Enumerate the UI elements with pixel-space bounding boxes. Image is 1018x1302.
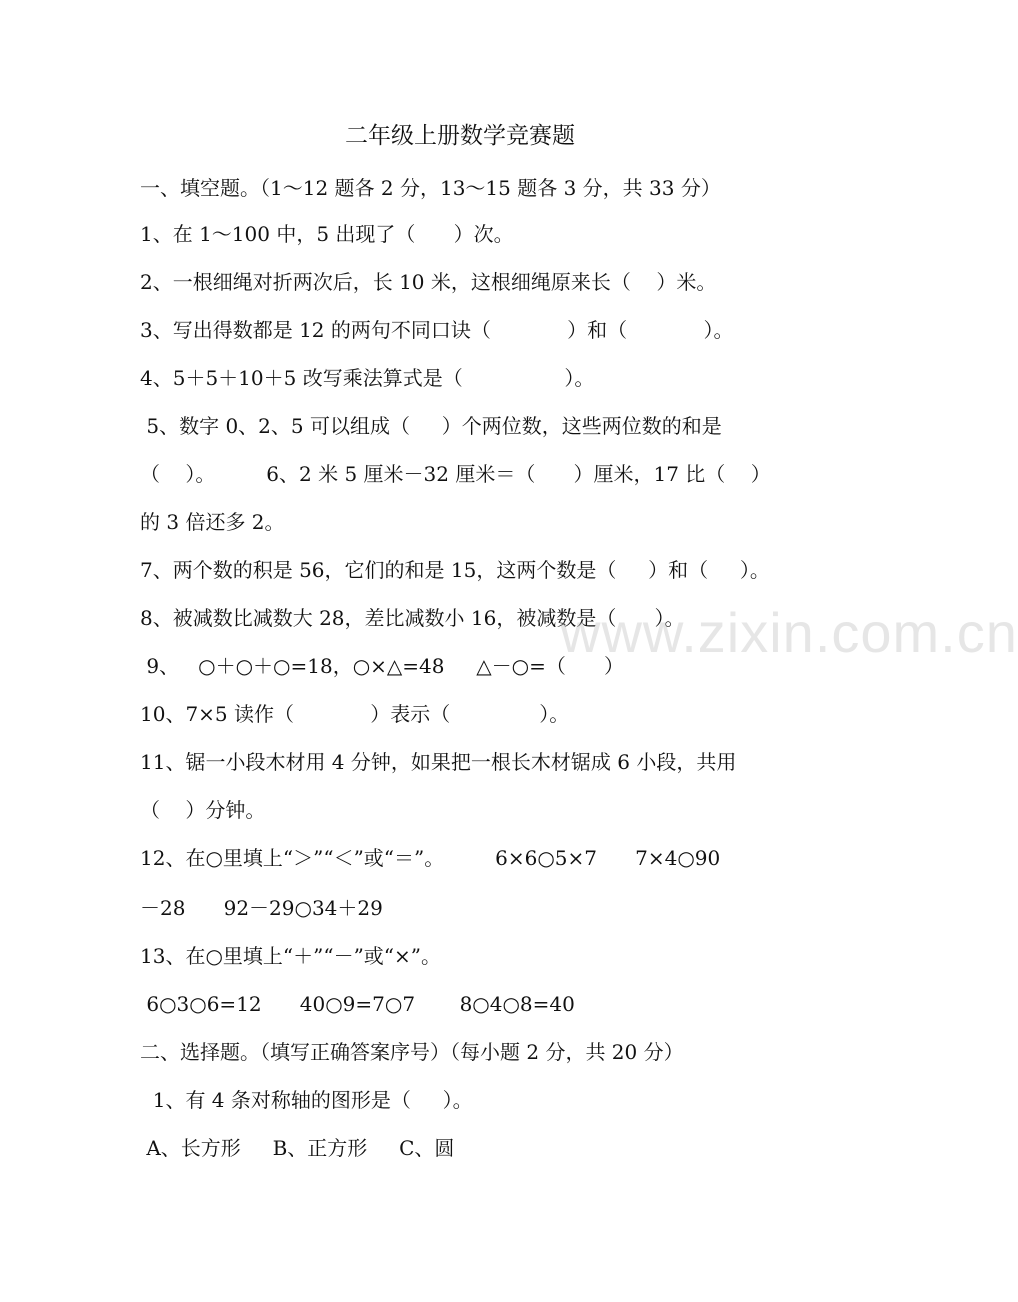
question-6-continued: 的 3 倍还多 2。 <box>140 510 285 534</box>
question-12: 12、在○里填上“＞”“＜”或“＝”。 6×6○5×7 7×4○90 <box>140 846 721 870</box>
question-12-continued: －28 92－29○34＋29 <box>140 896 383 920</box>
question-13: 13、在○里填上“＋”“－”或“×”。 <box>140 944 442 968</box>
section-one-header: 一、填空题。（1～12 题各 2 分，13～15 题各 3 分，共 33 分） <box>140 176 721 200</box>
question-5-6-line: （ ）。 6、2 米 5 厘米－32 厘米＝（ ）厘米，17 比（ ） <box>140 462 771 486</box>
question-3: 3、写出得数都是 12 的两句不同口诀（ ）和（ ）。 <box>140 318 734 342</box>
question-11-continued: （ ）分钟。 <box>140 798 266 822</box>
question-7: 7、两个数的积是 56，它们的和是 15，这两个数是（ ）和（ ）。 <box>140 558 770 582</box>
watermark: www.zixin.com.cn <box>560 601 1018 664</box>
question-1: 1、在 1～100 中，5 出现了（ ）次。 <box>140 222 514 246</box>
question-2: 2、一根细绳对折两次后，长 10 米，这根细绳原来长（ ）米。 <box>140 270 717 294</box>
choice-question-1-options: A、长方形 B、正方形 C、圆 <box>140 1136 455 1160</box>
question-10: 10、7×5 读作（ ）表示（ ）。 <box>140 702 570 726</box>
section-two-header: 二、选择题。（填写正确答案序号）（每小题 2 分，共 20 分） <box>140 1040 684 1064</box>
choice-question-1: 1、有 4 条对称轴的图形是（ ）。 <box>140 1088 473 1112</box>
question-8: 8、被减数比减数大 28，差比减数小 16，被减数是（ ）。 <box>140 606 685 630</box>
question-11: 11、锯一小段木材用 4 分钟，如果把一根长木材锯成 6 小段，共用 <box>140 750 737 774</box>
question-5: 5、数字 0、2、5 可以组成（ ）个两位数，这些两位数的和是 <box>140 414 722 438</box>
page-title: 二年级上册数学竞赛题 <box>345 123 575 149</box>
question-9: 9、 ○＋○＋○=18，○×△=48 △－○=（ ） <box>140 654 625 678</box>
question-4: 4、5＋5＋10＋5 改写乘法算式是（ ）。 <box>140 366 595 390</box>
question-13-continued: 6○3○6=12 40○9=7○7 8○4○8=40 <box>140 992 575 1016</box>
